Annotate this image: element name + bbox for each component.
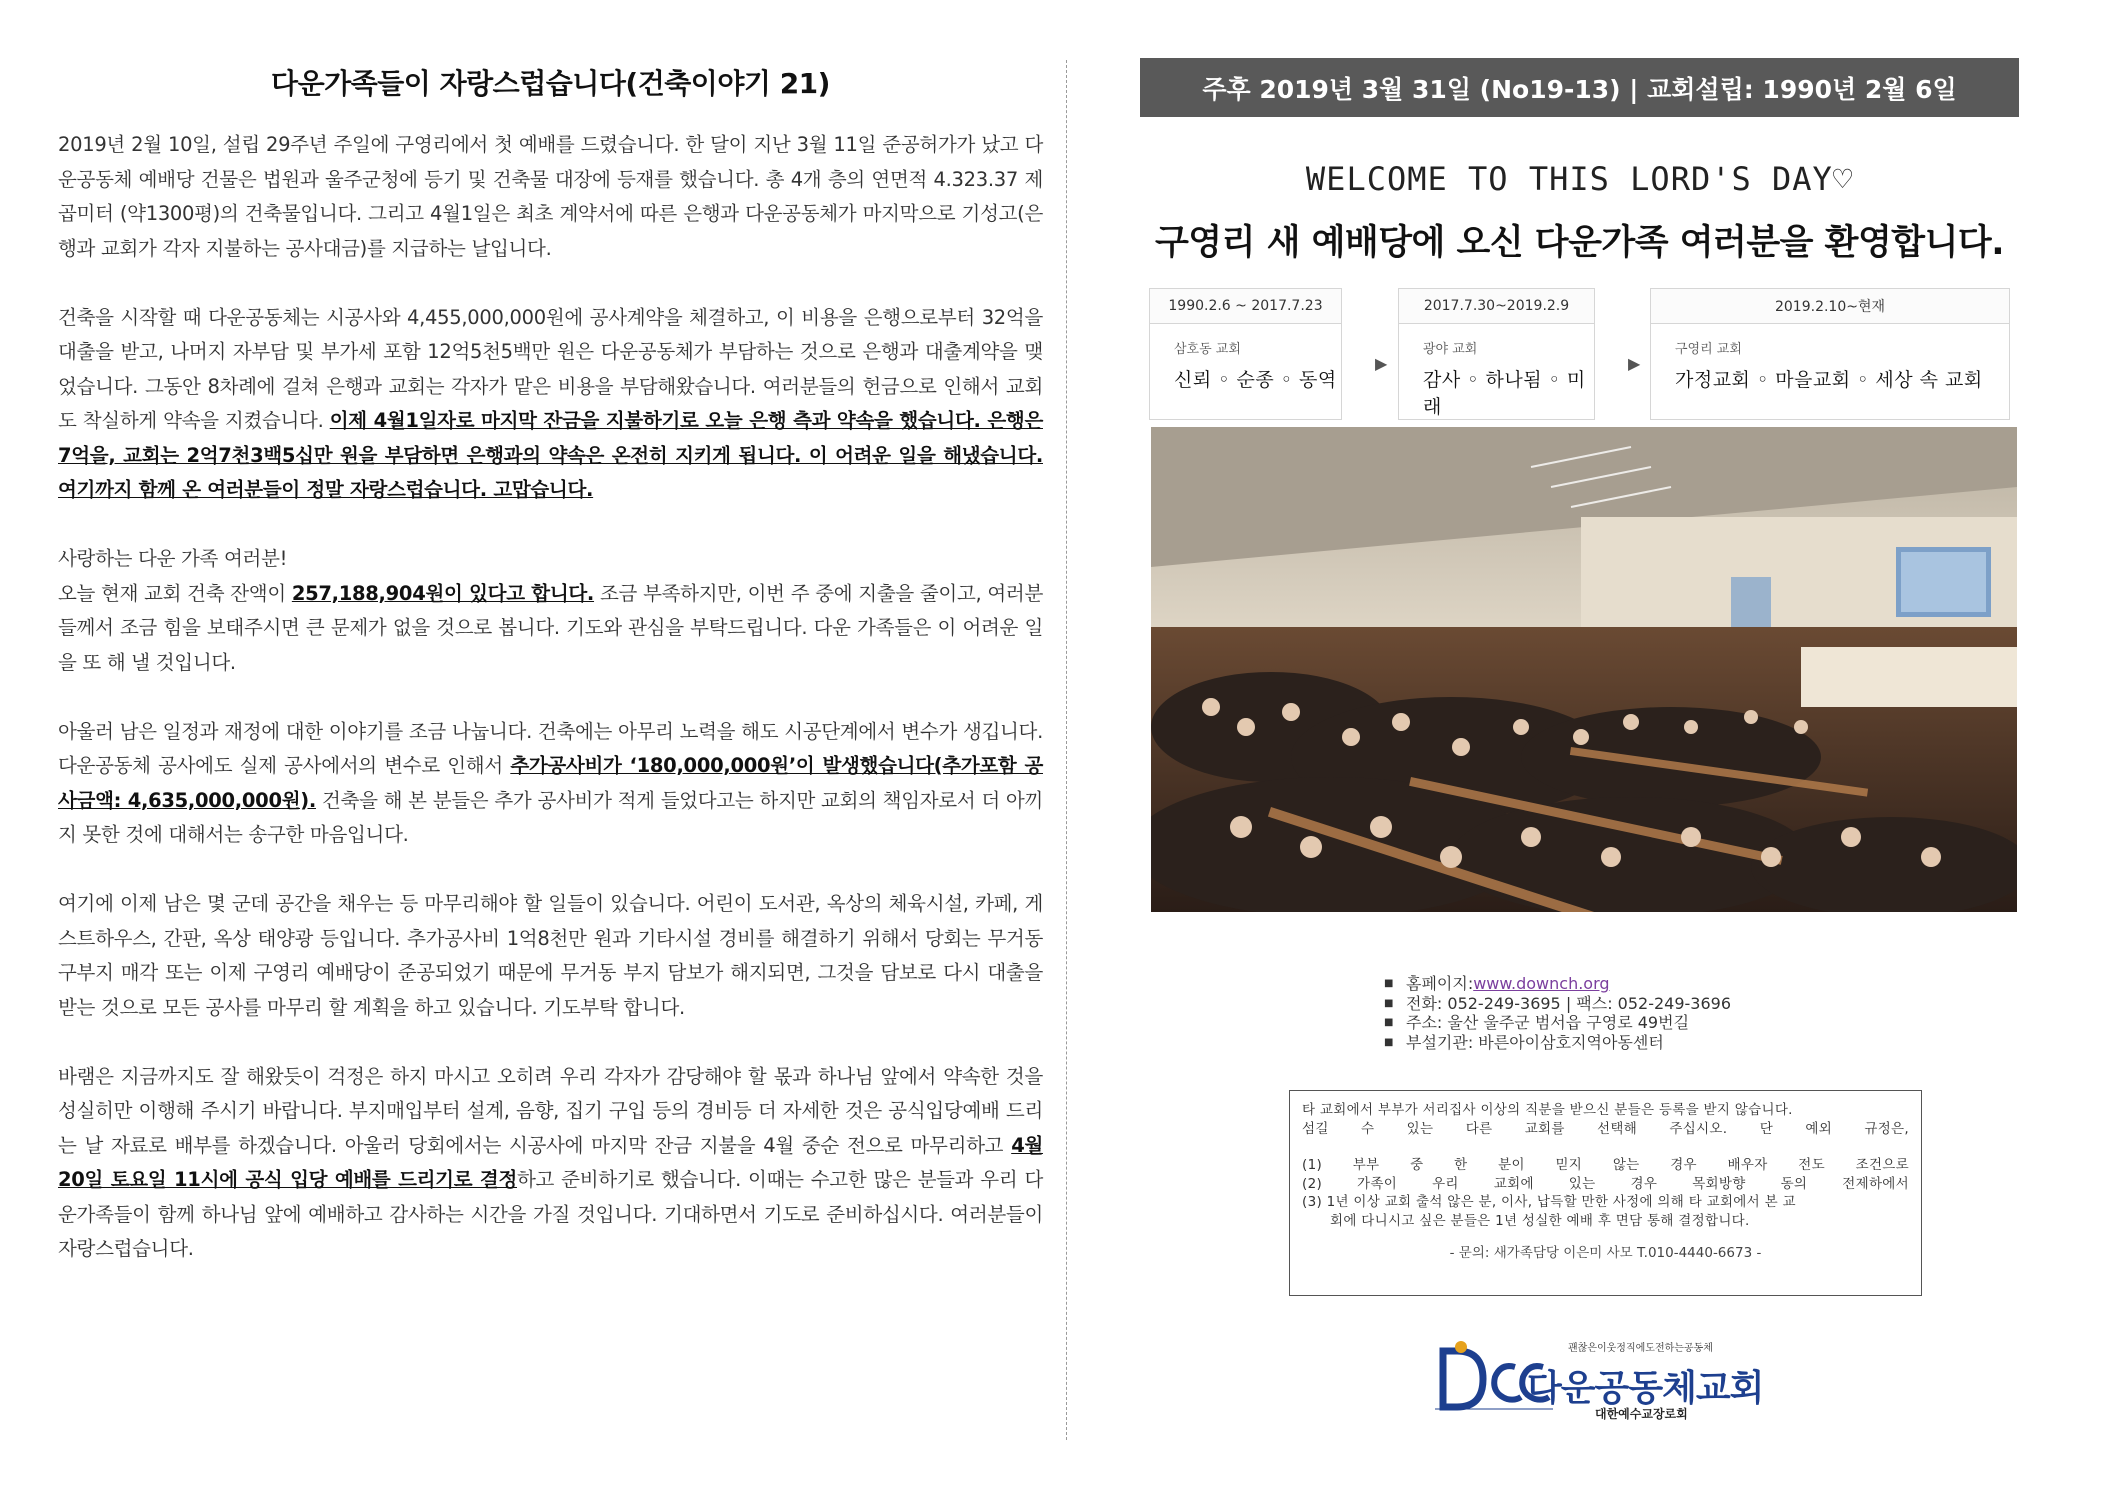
timeline-motto: 가정교회 ◦ 마을교회 ◦ 세상 속 교회 [1675, 369, 1983, 391]
paragraph-4-text-a: 아울러 남은 일정과 재정에 대한 이야기를 조금 나눕니다. 건축에는 아무리 노력을 해도 시공단계에서 변수가 생깁니다. 다운공동체 공사에도 실제 공사에서의 변수로 인해서 [58, 719, 1043, 777]
bullet-icon: ■ [1384, 1036, 1394, 1048]
contact-homepage [1384, 974, 1731, 994]
affiliate-text: 부설기관: 바른아이삼호지역아동센터 [1406, 1032, 1664, 1052]
notice-item: (1) 부부 중 한 분이 믿지 않는 경우 배우자 전도 조건으로 [1302, 1157, 1909, 1173]
paragraph-2-highlight: 이제 4월1일자로 마지막 잔금을 지불하기로 오늘 은행 측과 약속을 했습니다. 은행은 7억을, 교회는 2억7천3백5십만 원을 부담하면 은행과의 약속은 온전히 지키게 됩니다. 이 어려운 일을 해냈습니다. 여기까지 함께 온 여러분들이 정말 자랑스럽습니다. 고맙습니다. [58, 409, 1043, 501]
paragraph-6 [58, 1060, 1043, 1267]
contact-address [1384, 1013, 1731, 1033]
welcome-headline: 구영리 새 예배당에 오신 다운가족 여러분을 환영합니다. [1154, 223, 2005, 263]
paragraph-4-highlight: 추가공사비가 ‘180,000,000원’이 발생했습니다(추가포함 공사금액: 4,635,000,000원). [58, 754, 1043, 812]
column-divider [1066, 60, 1067, 1440]
address-text: 주소: 울산 울주군 범서읍 구영로 49번길 [1406, 1013, 1690, 1032]
article [58, 62, 1043, 1301]
greeting: 사랑하는 다운 가족 여러분! [58, 547, 288, 570]
bulletin-header-bar: 주후 2019년 3월 31일 (No19-13) | 교회설립: 1990년 2월 6일 [1140, 58, 2019, 117]
notice-item: (2) 가족이 우리 교회에 있는 경우 목회방향 동의 전제하에서 [1302, 1175, 1909, 1192]
contact-phone [1384, 994, 1731, 1014]
registration-notice-box [1289, 1090, 1922, 1296]
logo-denomination: 대한예수교장로회 [1595, 1407, 1688, 1421]
paragraph-3-highlight: 257,188,904원이 있다고 합니다. [291, 581, 595, 605]
bullet-icon: ■ [1384, 1017, 1394, 1028]
timeline-church-name: 삼호동 교회 [1174, 342, 1241, 357]
notice-line: 섬길 수 있는 다른 교회를 선택해 주십시오. 단 예외 규정은, [1302, 1120, 1909, 1137]
timeline-date: 2017.7.30~2019.2.9 [1399, 289, 1594, 324]
notice-item-continued: 회에 다니시고 싶은 분들은 1년 성실한 예배 후 면담 통해 결정합니다. [1330, 1212, 1750, 1229]
timeline-card-wilderness [1398, 288, 1595, 420]
paragraph-3-text-c: 조금 부족하지만, 이번 주 중에 지출을 줄이고, 여러분들께서 조금 힘을 보태주시면 큰 문제가 없을 것으로 봅니다. 기도와 관심을 부탁드립니다. 다운 가족들은 이 어려운 일을 또 해 낼 것입니다. [58, 581, 1043, 674]
timeline-church-name: 구영리 교회 [1675, 342, 1742, 357]
worship-hall-illustration [1151, 427, 2017, 912]
paragraph-3 [58, 577, 1043, 681]
paragraph-2-text: 건축을 시작할 때 다운공동체는 시공사와 4,455,000,000원에 공사계약을 체결하고, 이 비용을 은행으로부터 32억을 대출을 받고, 나머지 자부담 및 부가세 포함 12억5천5백만 원은 다운공동체가 부담하는 것으로 은행과 대출계약을 맺었습니다. 그동안 8차례에 걸쳐 은행과 교회는 각자가 맡은 비용을 부담해왔습니다. 여러분들의 헌금으로 인해서 교회도 착실하게 약속을 지켰습니다. [58, 305, 1043, 432]
timeline-church-name: 광야 교회 [1423, 342, 1478, 357]
timeline-card-samho [1149, 288, 1342, 420]
article-title: 다운가족들이 자랑스럽습니다(건축이야기 21) [271, 67, 830, 100]
timeline-date: 2019.2.10~현재 [1651, 289, 2009, 324]
logo-tagline: 괜찮은이웃정직에도전하는공동체 [1568, 1343, 1713, 1354]
phone-text: 전화: 052-249-3695 | 팩스: 052-249-3696 [1406, 993, 1732, 1013]
logo-church-name: 다운공동체교회 [1527, 1368, 1764, 1409]
timeline-date: 1990.2.6 ~ 2017.7.23 [1150, 289, 1341, 324]
homepage-link[interactable]: www.downch.org [1473, 974, 1610, 993]
notice-inquiry: - 문의: 새가족담당 이은미 사모 T.010-4440-6673 - [1449, 1245, 1762, 1261]
paragraph-5: 여기에 이제 남은 몇 군데 공간을 채우는 등 마무리해야 할 일들이 있습니다. 어린이 도서관, 옥상의 체육시설, 카페, 게스트하우스, 간판, 옥상 태양광 등입니다. 추가공사비 1억8천만 원과 기타시설 경비를 해결하기 위해서 당회는 무거동 구부지 매각 또는 이제 구영리 예배당이 준공되었기 때문에 무거동 부지 담보가 해지되면, 그것을 담보로 다시 대출을 받는 것으로 모든 공사를 마무리 할 계획을 하고 있습니다. 기도부탁 합니다. [58, 892, 1043, 1019]
paragraph-1: 2019년 2월 10일, 설립 29주년 주일에 구영리에서 첫 예배를 드렸습니다. 한 달이 지난 3월 11일 준공허가가 났고 다운공동체 예배당 건물은 법원과 울주군청에 등기 및 건축물 대장에 등재를 했습니다. 총 4개 층의 연면적 4.323.37 제곱미터 (약1300평)의 건축물입니다. 그리고 4월1일은 최초 계약서에 따른 은행과 다운공동체가 마지막으로 기성고(은행과 교회가 각자 지불하는 공사대금)를 지급하는 날입니다. [58, 133, 1043, 260]
notice-line: 타 교회에서 부부가 서리집사 이상의 직분을 받으신 분들은 등록을 받지 않습니다. [1302, 1102, 1793, 1118]
welcome-script: WELCOME TO THIS LORD'S DAY♡ [1305, 160, 1854, 198]
contact-list [1384, 974, 1731, 1052]
arrow-right-icon: ▶ [1628, 354, 1641, 373]
paragraph-4 [58, 715, 1043, 853]
paragraph-6-highlight: 4월 20일 토요일 11시에 공식 입당 예배를 드리기로 결정 [58, 1133, 1043, 1191]
timeline-card-guyeongri [1650, 288, 2010, 420]
bullet-icon: ■ [1384, 997, 1394, 1009]
homepage-label: 홈페이지: [1406, 974, 1474, 993]
worship-hall-photo [1151, 427, 2017, 912]
paragraph-6-text-a: 바램은 지금까지도 잘 해왔듯이 걱정은 하지 마시고 오히려 우리 각자가 감당해야 할 몫과 하나님 앞에서 약속한 것을 성실히만 이행해 주시기 바랍니다. 부지매입부터 설계, 음향, 집기 구입 등의 경비등 더 자세한 것은 공식입당예배 드리는 날 자료로 배부를 하겠습니다. 아울러 당회에서는 시공사에 마지막 잔금 지불을 4월 중순 전으로 마무리하고 [58, 1064, 1043, 1157]
paragraph-4-text-c: 건축을 해 본 분들은 추가 공사비가 적게 들었다고는 하지만 교회의 책임자로서 더 아끼지 못한 것에 대해서는 송구한 마음입니다. [58, 788, 1043, 846]
arrow-right-icon: ▶ [1375, 354, 1388, 373]
timeline-motto: 감사 ◦ 하나됨 ◦ 미래 [1423, 369, 1586, 418]
notice-item: (3) 1년 이상 교회 출석 않은 분, 이사, 납득할 만한 사정에 의해 타 교회에서 본 교 [1302, 1194, 1796, 1210]
paragraph-6-text-c: 하고 준비하기로 했습니다. 이때는 수고한 많은 분들과 우리 다운가족들이 함께 하나님 앞에 예배하고 감사하는 시간을 가질 것입니다. 기대하면서 기도로 준비하십시다. 여러분들이 자랑스럽습니다. [58, 1168, 1043, 1260]
timeline-motto: 신뢰 ◦ 순종 ◦ 동역 [1174, 369, 1337, 391]
contact-affiliate [1384, 1033, 1731, 1053]
paragraph-3-text-a: 오늘 현재 교회 건축 잔액이 [58, 581, 292, 605]
paragraph-2 [58, 301, 1043, 508]
bullet-icon: ■ [1384, 978, 1394, 989]
